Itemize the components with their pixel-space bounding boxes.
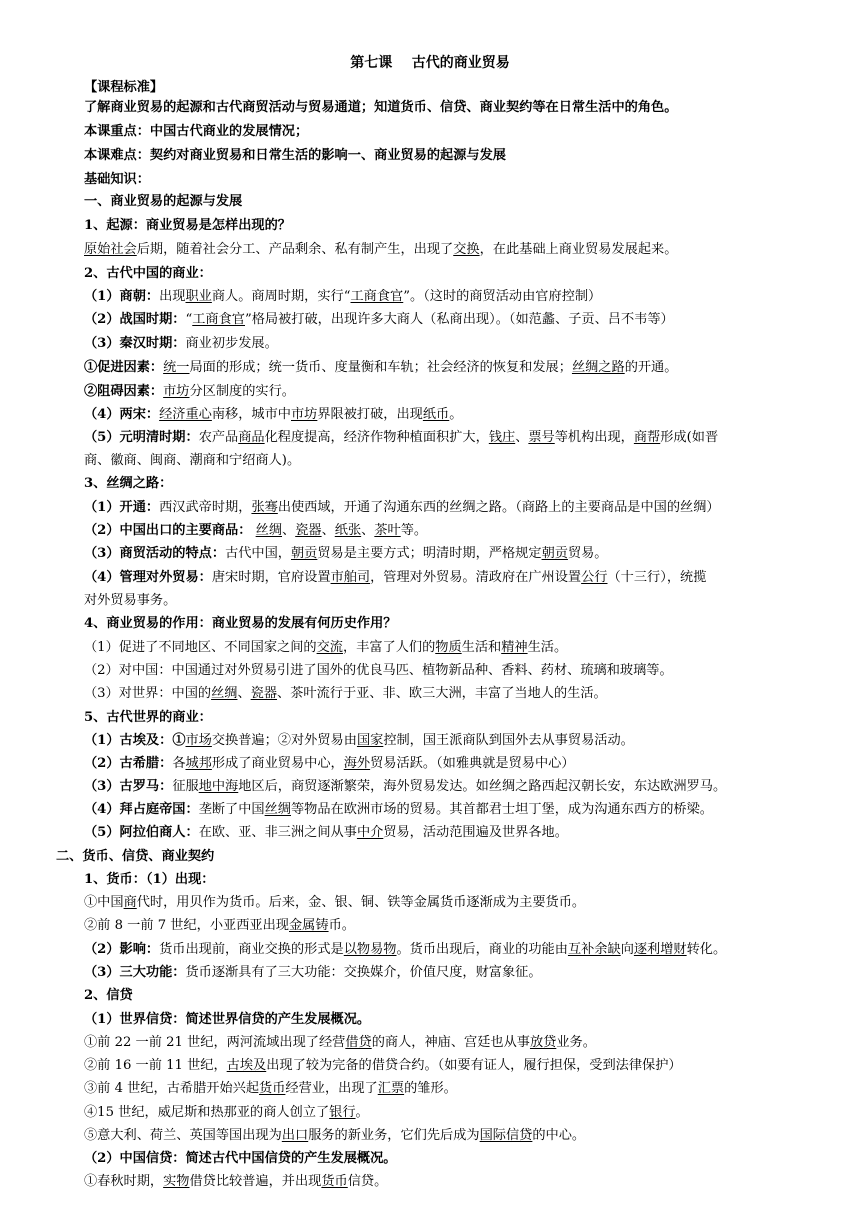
bold-text: （3）秦汉时期：	[84, 336, 186, 351]
text-line	[56, 845, 214, 869]
bold-text: （4）管理对外贸易：	[84, 570, 212, 585]
bold-text: 基础知识：	[84, 172, 150, 187]
text-segment: ，丰富了人们的	[342, 640, 436, 655]
text-line	[84, 190, 242, 214]
text-line	[84, 472, 172, 496]
text-segment: 控制，国王派商队到国外去从事贸易活动。	[383, 733, 634, 748]
text-line	[84, 238, 677, 262]
underlined-term: 出口	[281, 1128, 309, 1143]
text-segment: 南移，城市中	[211, 407, 291, 422]
underlined-term: 朝贡	[291, 546, 318, 561]
text-segment: 向	[620, 942, 634, 957]
text-segment: 商人。商周时期，实行“	[211, 289, 351, 304]
text-segment: 、	[237, 686, 251, 701]
underlined-term: 城邦	[185, 756, 212, 771]
underlined-term: 丝绸	[255, 523, 283, 538]
text-line	[84, 938, 726, 962]
text-line	[84, 961, 542, 985]
bold-text: 本课难点：契约对商业贸易和日常生活的影响一、商业贸易的起源与发展	[84, 148, 506, 163]
text-segment: ⑤意大利、荷兰、英国等国出现为	[84, 1128, 282, 1143]
text-segment: 、	[282, 523, 296, 538]
text-line	[84, 682, 607, 706]
text-line	[84, 775, 726, 799]
underlined-term: 中介	[356, 825, 384, 840]
underlined-term: 丝绸之路	[571, 360, 625, 375]
text-line	[84, 1170, 387, 1194]
text-segment: 等机构出现，	[554, 430, 634, 445]
text-segment: 对外贸易事务。	[84, 593, 177, 608]
underlined-term: 互补余缺	[567, 942, 621, 957]
underlined-term: 朝贡	[541, 546, 568, 561]
text-line	[84, 96, 677, 120]
text-segment: 出现了较为完备的借贷合约。（如要有证人，履行担保，受到法律保护）	[266, 1058, 682, 1073]
text-line	[84, 1031, 596, 1055]
text-segment: 。	[449, 407, 463, 422]
underlined-term: 银行	[329, 1105, 356, 1120]
text-line	[84, 380, 295, 404]
text-line	[84, 144, 506, 168]
underlined-term: 海外	[343, 756, 371, 771]
underlined-term: 以物易物	[343, 942, 397, 957]
underlined-term: 古埃及	[226, 1058, 267, 1073]
text-segment: 的开通。	[624, 360, 678, 375]
text-line	[84, 636, 567, 660]
text-segment: 唐宋时期，官府设置	[211, 570, 331, 585]
bold-text: 1、货币：（1）出现：	[84, 872, 215, 887]
text-segment: 征服	[172, 779, 199, 794]
text-line	[84, 566, 706, 590]
underlined-term: 逐利增财	[633, 942, 687, 957]
bold-text: 5、古代世界的商业：	[84, 710, 212, 725]
text-line	[84, 168, 150, 192]
text-segment: “	[185, 312, 193, 327]
text-segment: 代时，用贝作为货币。后来，金、银、铜、铁等金属货币逐渐成为主要货币。	[136, 895, 586, 910]
text-line	[84, 262, 212, 286]
text-line	[84, 589, 176, 613]
text-segment: （3）对世界：中国的	[84, 686, 212, 701]
underlined-term: 纸币	[422, 407, 450, 422]
bold-text: （2）古希腊：	[84, 756, 173, 771]
text-segment: 、茶叶流行于亚、非、欧三大洲，丰富了当地人的生活。	[277, 686, 607, 701]
bold-text: （5）元明清时期：	[84, 430, 199, 445]
text-segment: 局面的形成；统一货币、度量衡和车轨；社会经济的恢复和发展；	[189, 360, 572, 375]
underlined-term: 国际信贷	[479, 1128, 533, 1143]
bold-text: 了解商业贸易的起源和古代商贸活动与贸易通道；知道货币、信贷、商业契约等在日常生活中的角色。	[84, 100, 678, 115]
bold-text: （1）商朝：	[84, 289, 160, 304]
underlined-term: 原始社会	[84, 242, 137, 257]
text-segment: 、	[361, 523, 375, 538]
underlined-term: 精神	[501, 640, 528, 655]
bold-text: （2）中国信贷：简述古代中国信贷的产生发展概况。	[84, 1151, 397, 1166]
text-segment: 等。	[400, 523, 428, 538]
text-line	[84, 914, 355, 938]
text-segment: 交换普遍；②对外贸易由	[211, 733, 357, 748]
bold-text: （1）古埃及：	[84, 733, 173, 748]
underlined-term: 丝绸	[211, 686, 238, 701]
text-line	[84, 356, 677, 380]
text-segment: 出使西域，开通了沟通东西的丝绸之路。（商路上的主要商品是中国的丝绸）	[277, 500, 720, 515]
bold-text: 一、商业贸易的起源与发展	[84, 194, 243, 209]
text-segment: ③前 4 世纪，古希腊开始兴起	[84, 1081, 260, 1096]
text-line	[84, 798, 713, 822]
underlined-term: 瓷器	[250, 686, 278, 701]
text-segment: 货币逐渐具有了三大功能：交换媒介，价值尺度，财富象征。	[185, 965, 542, 980]
text-segment: ①春秋时期，	[84, 1174, 164, 1189]
bold-text: （3）三大功能：	[84, 965, 186, 980]
bold-text: 1、起源：商业贸易是怎样出现的？	[84, 218, 291, 233]
text-line	[84, 496, 720, 520]
text-line	[84, 729, 634, 753]
text-segment: 、	[515, 430, 529, 445]
text-line	[84, 706, 212, 730]
text-line	[84, 1054, 682, 1078]
bold-text: 3、丝绸之路：	[84, 476, 173, 491]
underlined-term: 统一	[163, 360, 190, 375]
bold-text: ①促进因素：	[84, 360, 164, 375]
text-segment: 的中心。	[532, 1128, 586, 1143]
text-line	[84, 426, 718, 450]
text-segment: ②前 8 一前 7 世纪，小亚西亚出现	[84, 918, 289, 933]
underlined-term: 茶叶	[374, 523, 401, 538]
text-line	[84, 332, 278, 356]
text-line	[84, 519, 427, 543]
text-segment: （十三行），统揽	[607, 570, 707, 585]
text-segment: 币。	[328, 918, 355, 933]
text-segment: 贸易，活动范围遍及世界各地。	[383, 825, 568, 840]
bold-text: 二、货币、信贷、商业契约	[56, 849, 215, 864]
text-line	[84, 1124, 585, 1148]
text-segment: 生活和	[461, 640, 502, 655]
text-line	[84, 659, 673, 683]
underlined-term: 市坊	[163, 384, 190, 399]
underlined-term: 物质	[435, 640, 462, 655]
bold-text: （1）世界信贷：简述世界信贷的产生发展概况。	[84, 1012, 371, 1027]
text-line	[84, 449, 300, 473]
underlined-term: 金属铸	[289, 918, 329, 933]
underlined-term: 借贷	[345, 1035, 372, 1050]
lesson-title: 第七课 古代的商业贸易	[350, 55, 510, 71]
text-segment: 贸易。	[567, 546, 608, 561]
text-segment: ①中国	[84, 895, 124, 910]
text-segment: 分区制度的实行。	[189, 384, 295, 399]
underlined-term: 货币	[259, 1081, 286, 1096]
underlined-term: 交换	[453, 242, 480, 257]
text-line	[84, 120, 308, 144]
text-segment: 服务的新业务，它们先后成为	[308, 1128, 480, 1143]
text-segment: ”。（这时的商贸活动由官府控制）	[403, 289, 602, 304]
text-segment: 地区后，商贸逐渐繁荣，海外贸易发达。如丝绸之路西起汉朝长安，东达欧洲罗马。	[238, 779, 727, 794]
text-segment: 农产品	[198, 430, 239, 445]
underlined-term: 瓷器	[295, 523, 322, 538]
bold-text: （3）古罗马：	[84, 779, 173, 794]
text-segment: ①前 22 一前 21 世纪，两河流域出现了经营	[84, 1035, 346, 1050]
underlined-term: 钱庄	[488, 430, 516, 445]
bold-text: ②阻碍因素：	[84, 384, 164, 399]
text-segment: 形成了商业贸易中心，	[211, 756, 344, 771]
text-segment: 在欧、亚、非三洲之间从事	[198, 825, 357, 840]
underlined-term: 国家	[356, 733, 384, 748]
bold-text: （2）影响：	[84, 942, 160, 957]
text-segment: 货币出现前，商业交换的形式是	[159, 942, 344, 957]
text-segment: 化程度提高，经济作物种植面积扩大，	[264, 430, 489, 445]
text-line	[84, 868, 214, 892]
text-segment: 垄断了中国	[198, 802, 265, 817]
text-segment: 等物品在欧洲市场的贸易。其首都君士坦丁堡，成为沟通东西方的桥梁。	[291, 802, 713, 817]
underlined-term: 工商食官	[192, 312, 245, 327]
text-line	[84, 1077, 457, 1101]
bold-text: （5）阿拉伯商人：	[84, 825, 199, 840]
bold-text: 2、古代中国的商业：	[84, 266, 212, 281]
text-segment: 、	[321, 523, 335, 538]
bold-text: （1）开通：	[84, 500, 160, 515]
underlined-term: 丝绸	[264, 802, 291, 817]
underlined-term: 经济重心	[159, 407, 212, 422]
text-segment: 。	[355, 1105, 369, 1120]
text-segment: 商、徽商、闽商、潮商和宁绍商人)。	[84, 453, 301, 468]
text-segment: ，在此基础上商业贸易发展起来。	[479, 242, 678, 257]
underlined-term: 市场	[185, 733, 212, 748]
text-segment: 的商人，神庙、宫廷也从事	[371, 1035, 530, 1050]
text-segment: 的雏形。	[404, 1081, 457, 1096]
text-segment: 信贷。	[347, 1174, 388, 1189]
text-segment: ④15 世纪，威尼斯和热那亚的商人创立了	[84, 1105, 330, 1120]
text-line	[84, 752, 575, 776]
underlined-term: 交流	[316, 640, 343, 655]
text-segment: 界限被打破，出现	[317, 407, 423, 422]
text-line	[84, 285, 601, 309]
text-segment: 经营业，出现了	[285, 1081, 378, 1096]
text-segment: 借贷比较普遍，并出现	[189, 1174, 322, 1189]
text-segment: ，管理对外贸易。清政府在广州设置	[370, 570, 582, 585]
underlined-term: 市坊	[291, 407, 318, 422]
text-segment: 。货币出现后，商业的功能由	[396, 942, 568, 957]
underlined-term: 商品	[238, 430, 265, 445]
text-segment: 生活。	[527, 640, 568, 655]
text-line	[84, 1147, 397, 1171]
text-segment: 形成(如晋	[660, 430, 719, 445]
text-segment: ②前 16 一前 11 世纪，	[84, 1058, 227, 1073]
text-line	[84, 984, 133, 1008]
underlined-term: 地中海	[198, 779, 239, 794]
bold-text: 4、商业贸易的作用：商业贸易的发展有何历史作用？	[84, 616, 397, 631]
underlined-term: 纸张	[334, 523, 362, 538]
text-line	[84, 403, 462, 427]
bold-text: 2、信贷	[84, 988, 133, 1003]
underlined-term: 公行	[581, 570, 608, 585]
text-line	[84, 214, 291, 238]
bold-text: （2）中国出口的主要商品：	[84, 523, 252, 538]
text-line	[84, 308, 674, 332]
underlined-term: 实物	[163, 1174, 190, 1189]
text-segment: （1）促进了不同地区、不同国家之间的	[84, 640, 317, 655]
text-segment: ”格局被打破，出现许多大商人（私商出现）。（如范蠡、子贡、吕不韦等）	[245, 312, 674, 327]
bold-text: ①	[172, 733, 186, 748]
text-segment: 贸易活跃。（如雅典就是贸易中心）	[370, 756, 575, 771]
underlined-term: 工商食官	[350, 289, 404, 304]
bold-text: （3）商贸活动的特点：	[84, 546, 226, 561]
text-line	[84, 612, 397, 636]
underlined-term: 汇票	[377, 1081, 405, 1096]
text-segment: 古代中国，	[225, 546, 291, 561]
underlined-term: 放贷	[529, 1035, 557, 1050]
text-segment: 贸易是主要方式；明清时期，严格规定	[317, 546, 542, 561]
text-segment: 出现	[159, 289, 186, 304]
text-segment: 业务。	[556, 1035, 596, 1050]
text-line	[84, 1008, 370, 1032]
text-line	[84, 821, 568, 845]
text-segment: 转化。	[686, 942, 727, 957]
text-segment: 后期，随着社会分工、产品剩余、私有制产生，出现了	[136, 242, 454, 257]
text-segment: 商业初步发展。	[185, 336, 278, 351]
underlined-term: 货币	[321, 1174, 348, 1189]
text-line	[84, 891, 585, 915]
text-segment: （2）对中国：中国通过对外贸易引进了国外的优良马匹、植物新品种、香料、药材、琉璃和玻璃等。	[84, 663, 673, 678]
underlined-term: 商帮	[633, 430, 661, 445]
bold-text: （4）两宋：	[84, 407, 160, 422]
underlined-term: 票号	[528, 430, 555, 445]
underlined-term: 市舶司	[330, 570, 371, 585]
underlined-term: 职业	[185, 289, 212, 304]
bold-text: （4）拜占庭帝国：	[84, 802, 199, 817]
text-line	[84, 542, 608, 566]
text-segment: 各	[172, 756, 186, 771]
underlined-term: 张骞	[251, 500, 278, 515]
text-segment: 西汉武帝时期，	[159, 500, 252, 515]
bold-text: 本课重点：中国古代商业的发展情况；	[84, 124, 309, 139]
underlined-term: 商	[123, 895, 137, 910]
bold-text: 【课程标准】	[84, 80, 164, 95]
bold-text: （2）战国时期：	[84, 312, 186, 327]
text-line	[84, 1101, 369, 1125]
